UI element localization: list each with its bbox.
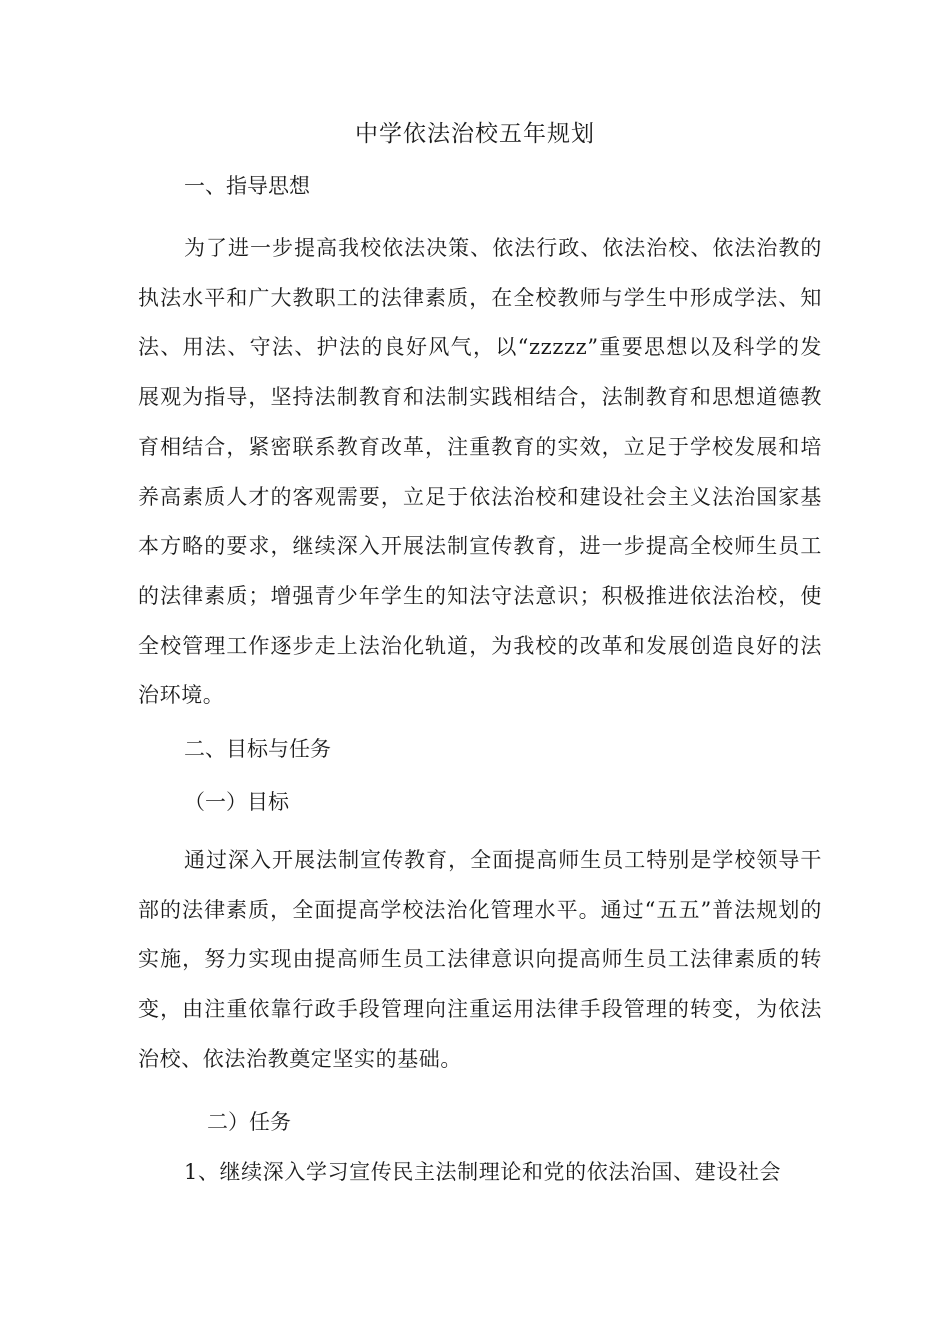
paragraph-task-1: 1、继续深入学习宣传民主法制理论和党的依法治国、建设社会 bbox=[184, 1160, 782, 1184]
section-heading-guiding-ideology: 一、指导思想 bbox=[184, 174, 310, 198]
paragraph-goals: 通过深入开展法制宣传教育，全面提高师生员工特别是学校领导干部的法律素质，全面提高学校法治化管理水平。通过“五五”普法规划的实施，努力实现由提高师生员工法律意识向提高师生员工法律素质的转变，由注重依靠行政手段管理向注重运用法律手段管理的转变，为依法治校、依法治教奠定坚实的基础。 bbox=[138, 848, 822, 1071]
subsection-heading-goals: （一）目标 bbox=[184, 790, 289, 814]
section-heading-goals-and-tasks: 二、目标与任务 bbox=[184, 737, 331, 761]
subsection-heading-tasks: 二）任务 bbox=[207, 1110, 291, 1134]
paragraph-guiding-ideology: 为了进一步提高我校依法决策、依法行政、依法治校、依法治教的执法水平和广大教职工的法律素质，在全校教师与学生中形成学法、知法、用法、守法、护法的良好风气，以“zzzzz”重要思想以及科学的发展观为指导，坚持法制教育和法制实践相结合，法制教育和思想道德教育相结合，紧密联系教育改革，注重教育的实效，立足于学校发展和培养高素质人才的客观需要，立足于依法治校和建设社会主义法治国家基本方略的要求，继续深入开展法制宣传教育，进一步提高全校师生员工的法律素质；增强青少年学生的知法守法意识；积极推进依法治校，使全校管理工作逐步走上法治化轨道，为我校的改革和发展创造良好的法治环境。 bbox=[138, 236, 822, 708]
document-title: 中学依法治校五年规划 bbox=[355, 121, 595, 147]
